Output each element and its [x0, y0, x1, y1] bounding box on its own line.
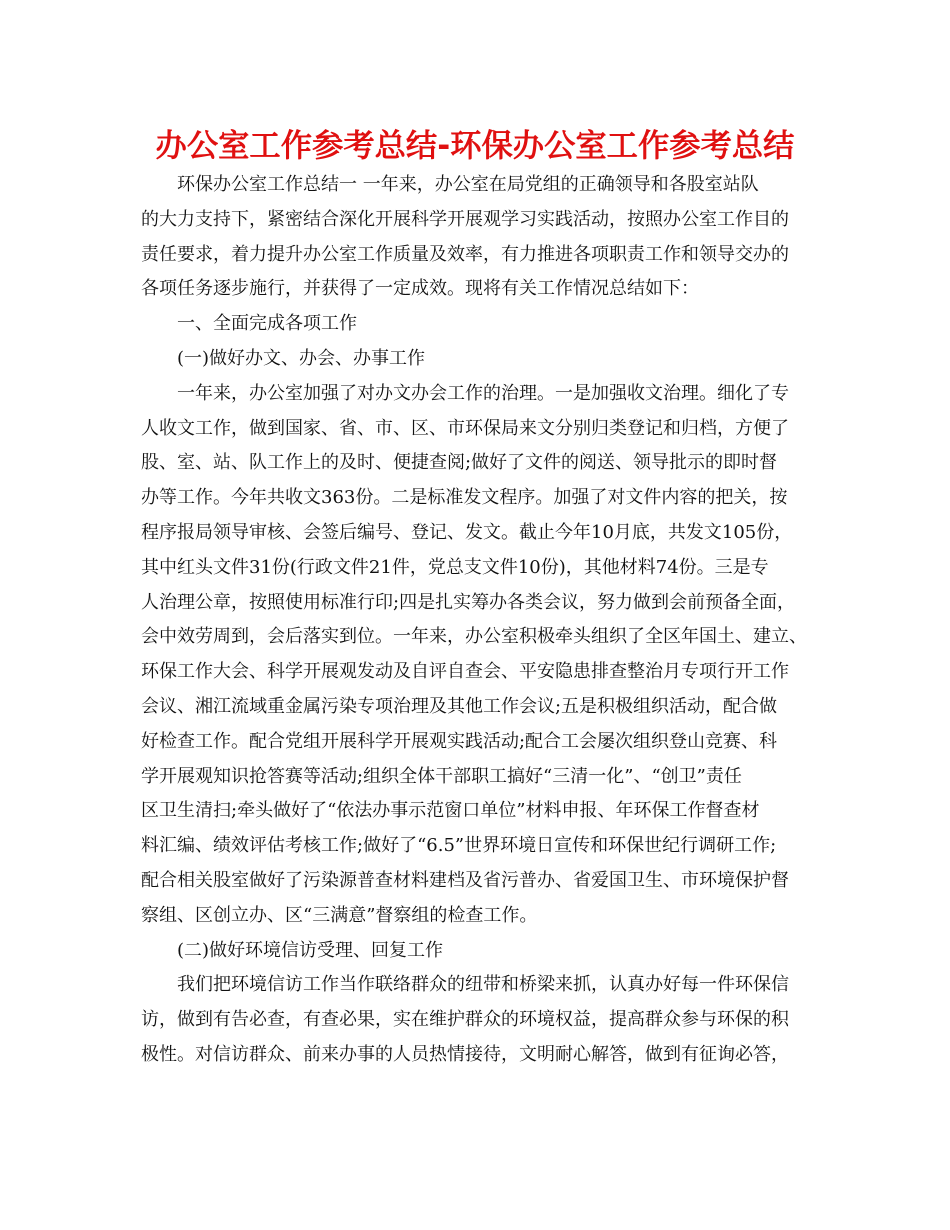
body-line: 人治理公章，按照使用标准行印;四是扎实筹办各类会议，努力做到会前预备全面，: [141, 591, 796, 613]
body-line: 料汇编、绩效评估考核工作;做好了“6.5”世界环境日宣传和环保世纪行调研工作;: [141, 835, 777, 857]
body-line: 的大力支持下，紧密结合深化开展科学开展观学习实践活动，按照办公室工作目的: [141, 208, 789, 230]
body-line: 区卫生清扫;牵头做好了“依法办事示范窗口单位”材料申报、年环保工作督查材: [141, 800, 760, 822]
body-line: 其中红头文件31份(行政文件21件，党总支文件10份)，其他材料74份。三是专: [141, 556, 769, 578]
body-line: 办等工作。今年共收文363份。二是标准发文程序。加强了对文件内容的把关，按: [141, 487, 788, 509]
body-line: 各项任务逐步施行，并获得了一定成效。现将有关工作情况总结如下：: [141, 278, 699, 300]
body-line: 一、全面完成各项工作: [177, 313, 357, 335]
body-line: 学开展观知识抢答赛等活动;组织全体干部职工搞好“三清一化”、“创卫”责任: [141, 765, 742, 787]
body-line: 好检查工作。配合党组开展科学开展观实践活动;配合工会屡次组织登山竞赛、科: [141, 730, 778, 752]
body-line: 程序报局领导审核、会签后编号、登记、发文。截止今年10月底，共发文105份，: [141, 521, 793, 543]
body-line: 股、室、站、队工作上的及时、便捷查阅;做好了文件的阅送、领导批示的即时督: [141, 452, 778, 474]
body-line: 会中效劳周到，会后落实到位。一年来，办公室积极牵头组织了全区年国土、建立、: [141, 626, 807, 648]
body-line: (一)做好办文、办会、办事工作: [177, 347, 426, 369]
document-title: 办公室工作参考总结-环保办公室工作参考总结: [155, 128, 795, 164]
body-line: 环保工作大会、科学开展观发动及自评自查会、平安隐患排查整治月专项行开工作: [141, 661, 789, 683]
body-line: 我们把环境信访工作当作联络群众的纽带和桥梁来抓，认真办好每一件环保信: [177, 974, 789, 996]
document-body: [141, 168, 831, 1073]
body-line: (二)做好环境信访受理、回复工作: [177, 939, 444, 961]
body-line: 访，做到有告必查，有查必果，实在维护群众的环境权益，提高群众参与环保的积: [141, 1009, 789, 1031]
body-line: 极性。对信访群众、前来办事的人员热情接待，文明耐心解答，做到有征询必答，: [141, 1043, 789, 1065]
body-line: 会议、湘江流域重金属污染专项治理及其他工作会议;五是积极组织活动，配合做: [141, 695, 778, 717]
body-line: 责任要求，着力提升办公室工作质量及效率，有力推进各项职责工作和领导交办的: [141, 243, 789, 265]
body-line: 察组、区创立办、区“三满意”督察组的检查工作。: [141, 904, 538, 926]
body-line: 一年来，办公室加强了对办文办会工作的治理。一是加强收文治理。细化了专: [177, 382, 789, 404]
body-line: 人收文工作，做到国家、省、市、区、市环保局来文分别归类登记和归档，方便了: [141, 417, 789, 439]
body-line: 配合相关股室做好了污染源普查材料建档及省污普办、省爱国卫生、市环境保护督: [141, 869, 789, 891]
body-line: 环保办公室工作总结一 一年来，办公室在局党组的正确领导和各股室站队: [177, 174, 759, 195]
